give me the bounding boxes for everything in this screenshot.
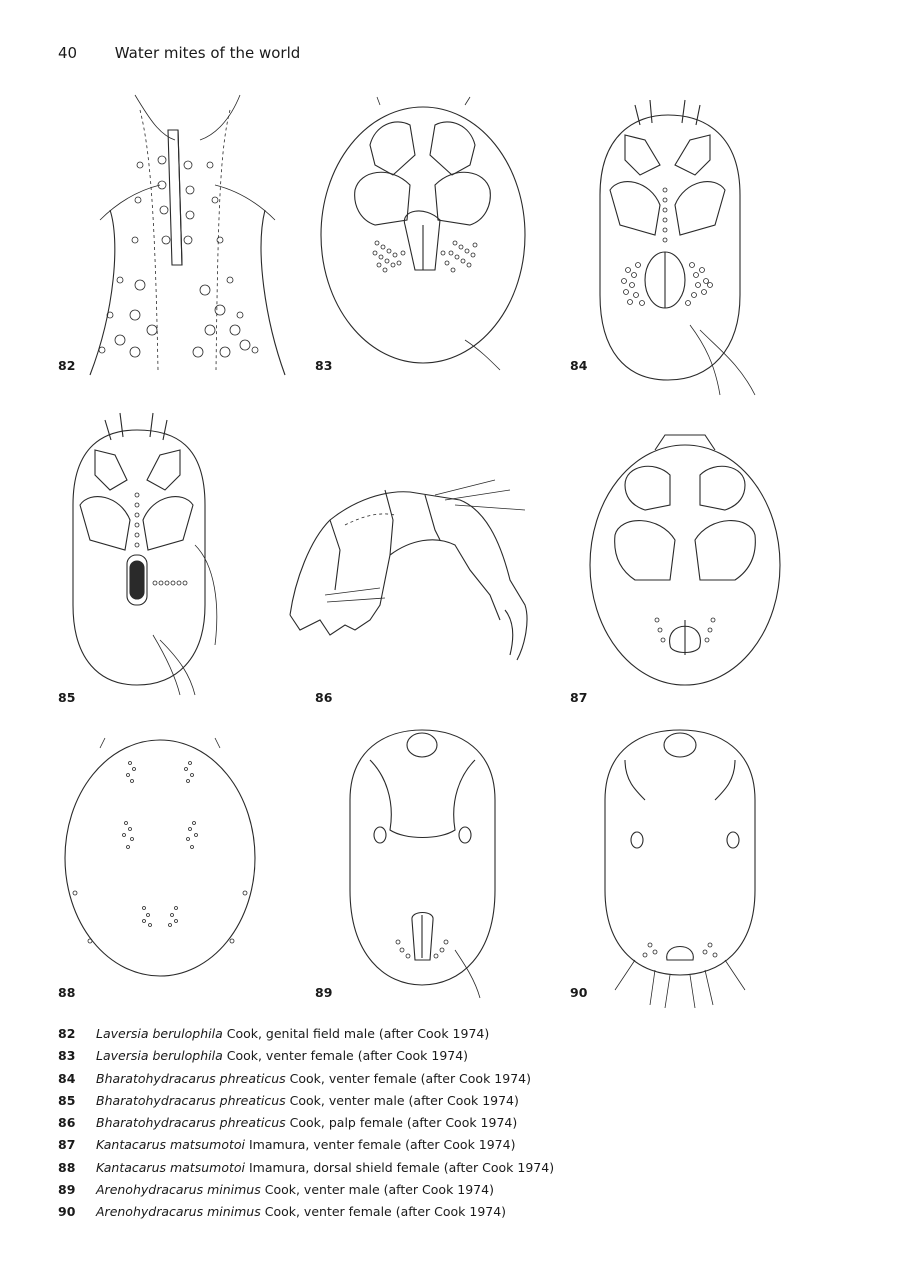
caption-85: 85 Bharatohydracarus phreaticus Cook, venter male (after Cook 1974) (58, 1092, 519, 1108)
running-title: Water mites of the world (114, 44, 301, 62)
figure-82-genital-field (80, 90, 290, 380)
caption-86: 86 Bharatohydracarus phreaticus Cook, palp female (after Cook 1974) (58, 1115, 518, 1131)
figure-90-drawing (595, 720, 765, 1010)
figure-85-venter (65, 405, 235, 695)
caption-84: 84 Bharatohydracarus phreaticus Cook, venter female (after Cook 1974) (58, 1070, 531, 1086)
caption-90: 90 Arenohydracarus minimus Cook, venter female (after Cook 1974) (58, 1204, 507, 1220)
figure-number: 83 (315, 358, 333, 373)
caption-89: 89 Arenohydracarus minimus Cook, venter male (after Cook 1974) (58, 1182, 494, 1198)
page-number: 40 (58, 44, 78, 62)
caption-82: 82 Laversia berulophila Cook, genital field male (after Cook 1974) (58, 1026, 490, 1041)
figure-88-drawing (60, 733, 260, 983)
figure-90-venter (595, 720, 765, 1010)
figure-87-venter (585, 430, 785, 690)
figure-number: 88 (58, 985, 76, 1000)
figure-number: 84 (570, 358, 588, 373)
figure-83-venter (315, 95, 530, 375)
figure-89-venter (340, 720, 505, 1000)
caption-83: 83 Laversia berulophila Cook, venter female (after Cook 1974) (58, 1048, 469, 1064)
figure-89-drawing (340, 720, 505, 1000)
figure-86-palp (285, 470, 535, 670)
figure-84-venter (590, 95, 760, 395)
figure-number: 86 (315, 690, 333, 705)
figure-85-drawing (65, 405, 235, 695)
figure-number: 90 (570, 985, 588, 1000)
figure-83-drawing (315, 95, 530, 375)
figure-number: 87 (570, 690, 588, 705)
figure-82-drawing (80, 90, 290, 380)
page-header (58, 44, 300, 62)
figure-number: 85 (58, 690, 76, 705)
figure-86-drawing (285, 470, 535, 670)
figure-captions (58, 1023, 554, 1224)
figure-88-dorsal-shield (60, 733, 260, 983)
figure-number: 82 (58, 358, 76, 373)
caption-88: 88 Kantacarus matsumotoi Imamura, dorsal shield female (after Cook 1974) (58, 1159, 555, 1175)
caption-87: 87 Kantacarus matsumotoi Imamura, venter female (after Cook 1974) (58, 1137, 516, 1153)
figure-number: 89 (315, 985, 333, 1000)
figure-87-drawing (585, 430, 785, 690)
figure-84-drawing (590, 95, 760, 395)
